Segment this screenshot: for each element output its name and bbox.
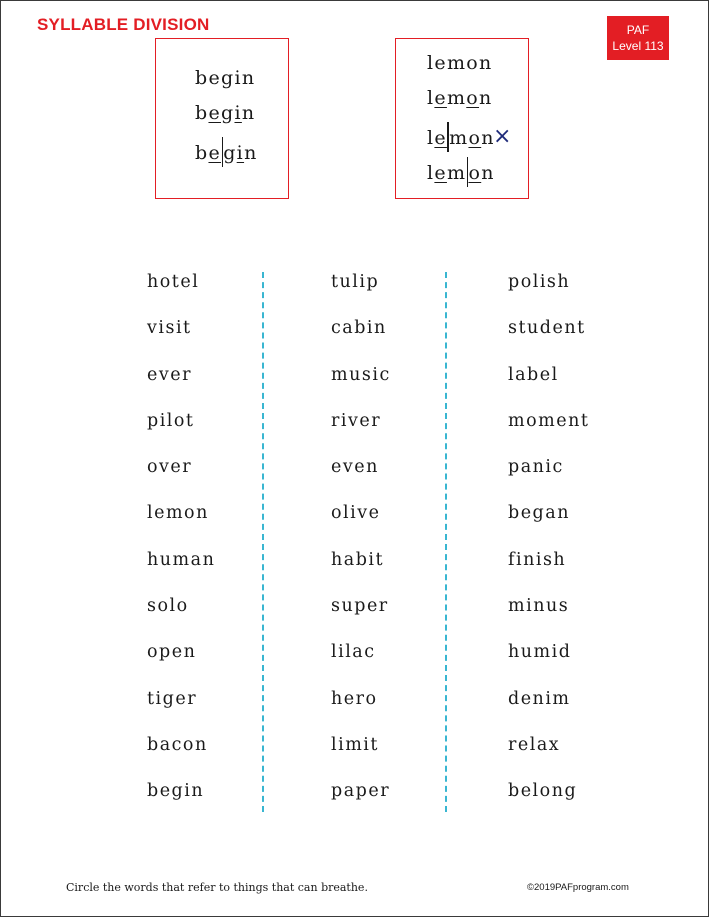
letter: o — [466, 52, 480, 74]
letter: m — [446, 87, 467, 109]
letter: n — [481, 127, 495, 149]
letter: n — [241, 67, 256, 89]
example_left-step-2 — [195, 102, 255, 124]
letter: i — [234, 102, 242, 124]
letter: e — [208, 102, 222, 124]
word-item: cabin — [331, 318, 387, 339]
level-badge — [607, 16, 669, 60]
column-divider-1 — [262, 272, 264, 812]
example_left-step-1 — [195, 67, 255, 89]
letter: o — [468, 127, 482, 149]
word-column-1 — [147, 265, 215, 821]
word-item: human — [147, 549, 216, 570]
letter: l — [427, 87, 435, 109]
example_right-step-4 — [427, 157, 495, 187]
letter: m — [449, 127, 469, 149]
letter: g — [221, 102, 235, 124]
word-item: olive — [331, 503, 381, 524]
word-item: river — [331, 410, 382, 431]
word-item: solo — [147, 596, 189, 617]
letter: g — [221, 67, 235, 89]
word-item: pilot — [147, 410, 195, 431]
word-item: bacon — [147, 734, 208, 755]
letter: e — [208, 67, 222, 89]
word-item: belong — [508, 781, 578, 802]
word-item: ever — [147, 364, 192, 385]
badge-level: Level 113 — [612, 39, 664, 53]
letter: i — [234, 67, 242, 89]
word-item: paper — [331, 781, 391, 802]
letter: m — [446, 162, 467, 184]
word-item: limit — [331, 734, 379, 755]
word-item: open — [147, 642, 197, 663]
instruction-text: Circle the words that refer to things that can breathe. — [66, 881, 368, 894]
word-item: music — [331, 364, 391, 385]
letter: i — [236, 142, 245, 164]
word-item: tulip — [331, 272, 380, 292]
word-item: finish — [508, 549, 567, 570]
letter: l — [427, 127, 435, 149]
letter: e — [208, 142, 222, 164]
word-item: tiger — [147, 688, 198, 709]
word-item: habit — [331, 549, 385, 570]
word-item: began — [508, 503, 570, 524]
letter: l — [427, 162, 435, 184]
word-item: relax — [508, 734, 561, 755]
reject-x-icon: × — [493, 124, 512, 149]
word-item: student — [508, 318, 586, 339]
letter: n — [244, 142, 258, 164]
letter: l — [427, 52, 435, 74]
word-item: hotel — [147, 272, 200, 292]
letter: e — [434, 162, 447, 184]
word-item: humid — [508, 642, 572, 663]
letter: e — [434, 127, 447, 149]
example_right-step-1 — [427, 52, 493, 74]
letter: n — [481, 162, 495, 184]
word-item: begin — [147, 781, 205, 802]
word-item: visit — [147, 318, 192, 339]
word-column-3 — [508, 265, 589, 821]
copyright-text: ©2019PAFprogram.com — [527, 882, 629, 893]
word-item: moment — [508, 410, 590, 431]
word-item: lilac — [331, 642, 376, 663]
word-item: lemon — [147, 503, 209, 524]
letter: n — [479, 87, 493, 109]
letter: o — [466, 87, 480, 109]
word-item: polish — [508, 272, 571, 292]
word-item: over — [147, 457, 193, 478]
word-item: panic — [508, 457, 564, 478]
word-item: even — [331, 457, 379, 478]
letter: o — [468, 162, 482, 184]
letter: g — [223, 142, 237, 164]
word-column-2 — [331, 265, 391, 821]
letter: b — [195, 67, 209, 89]
column-divider-2 — [445, 272, 447, 812]
letter: n — [479, 52, 493, 74]
letter: n — [241, 102, 256, 124]
example_right-step-3 — [427, 122, 495, 152]
letter: b — [195, 142, 209, 164]
word-item: hero — [331, 688, 378, 709]
letter: e — [434, 52, 447, 74]
letter: b — [195, 102, 209, 124]
badge-program: PAF — [626, 23, 650, 37]
word-item: minus — [508, 596, 570, 617]
example_left-step-3 — [195, 137, 258, 167]
word-item: label — [508, 364, 559, 385]
word-item: denim — [508, 688, 571, 709]
letter: e — [434, 87, 447, 109]
page-title: SYLLABLE DIVISION — [37, 15, 210, 34]
example_right-step-2 — [427, 87, 493, 109]
word-item: super — [331, 596, 389, 617]
letter: m — [446, 52, 467, 74]
